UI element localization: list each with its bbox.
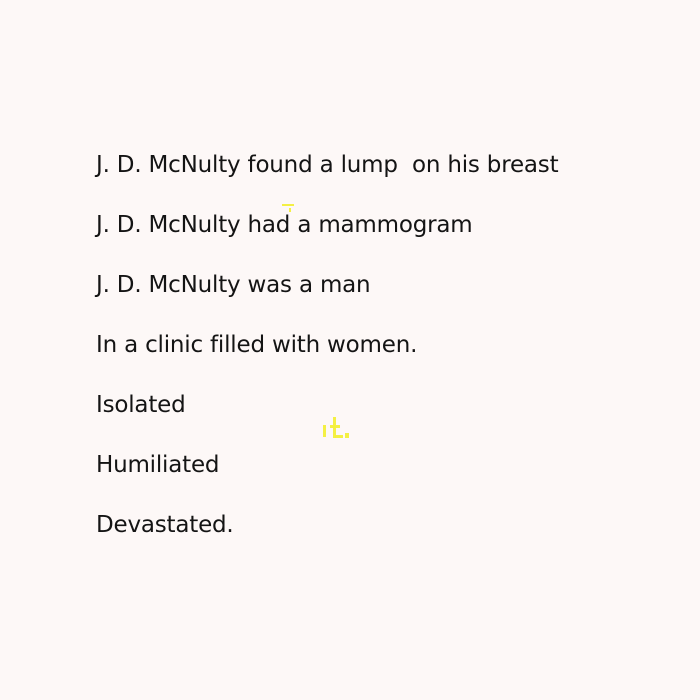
poem-line-2: J. D. McNulty had a mammogram	[96, 212, 473, 238]
poem-line-4: In a clinic filled with women.	[96, 332, 418, 358]
poem-text-block	[96, 150, 656, 570]
yellow-speck-artifact	[335, 435, 343, 438]
poem-line-3: J. D. McNulty was a man	[96, 272, 371, 298]
poem-line-5: Isolated	[96, 392, 186, 418]
yellow-speck-artifact	[330, 425, 340, 428]
poem-line-1: J. D. McNulty found a lump on his breast	[96, 152, 559, 178]
poem-line-6: Humiliated	[96, 452, 220, 478]
poem-line-7: Devastated.	[96, 512, 234, 538]
yellow-speck-artifact	[282, 204, 294, 206]
yellow-speck-artifact	[289, 208, 291, 212]
yellow-speck-artifact	[345, 433, 349, 438]
yellow-speck-artifact	[323, 425, 326, 437]
